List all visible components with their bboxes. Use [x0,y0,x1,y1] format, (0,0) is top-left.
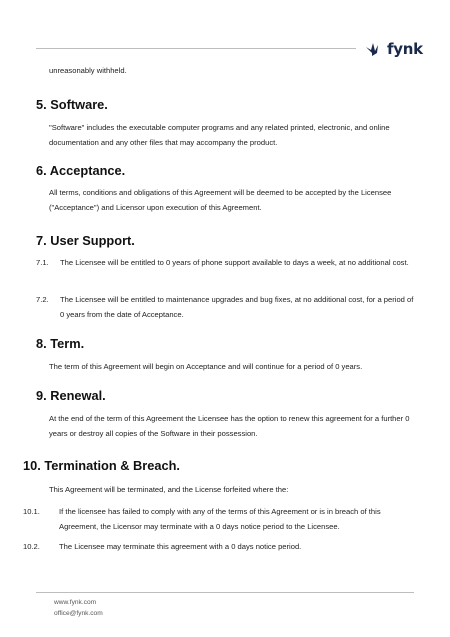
section-heading-term [36,336,84,352]
section-heading-termination [23,458,180,474]
section-body-term: The term of this Agreement will begin on Acceptance and will continue for a period of 0 years. [49,362,363,371]
section-title: Renewal. [50,388,106,403]
footer-email[interactable]: office@fynk.com [54,610,103,617]
clause-text: If the licensee has failed to comply with any of the terms of this Agreement or is in breach of this Agreement, the Licensor may terminate with a 0 days notice period to the Licensee. [59,507,381,531]
carryover-text: unreasonably withheld. [49,66,127,75]
brand-name: fynk [387,40,423,58]
clause-number: 7.2. [36,295,49,304]
header-divider [36,48,356,49]
section-heading-acceptance [36,163,125,179]
clause-text: The Licensee may terminate this agreement with a 0 days notice period. [59,542,302,551]
clause-7-1 [36,256,416,271]
section-number: 10. [23,458,41,473]
fynk-bird-icon [366,41,384,57]
section-body-renewal: At the end of the term of this Agreement the Licensee has the option to renew this agreement for a further 0 years or destroy all copies of the Software in their possession. [49,414,410,438]
clause-number: 10.2. [23,542,40,551]
section-heading-renewal [36,388,106,404]
clause-number: 10.1. [23,507,40,516]
fynk-logo [366,40,423,58]
section-number: 5. [36,97,47,112]
section-title: Software. [50,97,108,112]
section-title: User Support. [50,233,135,248]
footer-website[interactable]: www.fynk.com [54,599,97,606]
section-body-software: "Software" includes the executable computer programs and any related printed, electronic, and online documentation and any other files that may accompany the product. [49,123,390,147]
clause-number: 7.1. [36,258,49,267]
footer-divider [36,592,414,593]
clause-text: The Licensee will be entitled to maintenance upgrades and bug fixes, at no additional cost, for a period of 0 years from the date of Acceptance. [60,295,414,319]
section-number: 8. [36,336,47,351]
section-title: Term. [50,336,85,351]
section-body-acceptance: All terms, conditions and obligations of this Agreement will be deemed to be accepted by the Licensee ("Acceptance") and Licensor upon execution of this Agreement. [49,188,392,212]
clause-7-2 [36,293,416,322]
section-heading-support [36,233,135,249]
section-title: Termination & Breach. [44,458,180,473]
section-title: Acceptance. [49,163,126,178]
clause-10-2 [23,540,416,555]
section-number: 9. [36,388,47,403]
section-number: 6. [36,163,47,178]
clause-text: The Licensee will be entitled to 0 years of phone support available to days a week, at no additional cost. [60,258,409,267]
clause-10-1 [23,505,416,534]
section-number: 7. [36,233,47,248]
section-body-termination: This Agreement will be terminated, and the License forfeited where the: [49,485,289,494]
section-heading-software [36,97,108,113]
